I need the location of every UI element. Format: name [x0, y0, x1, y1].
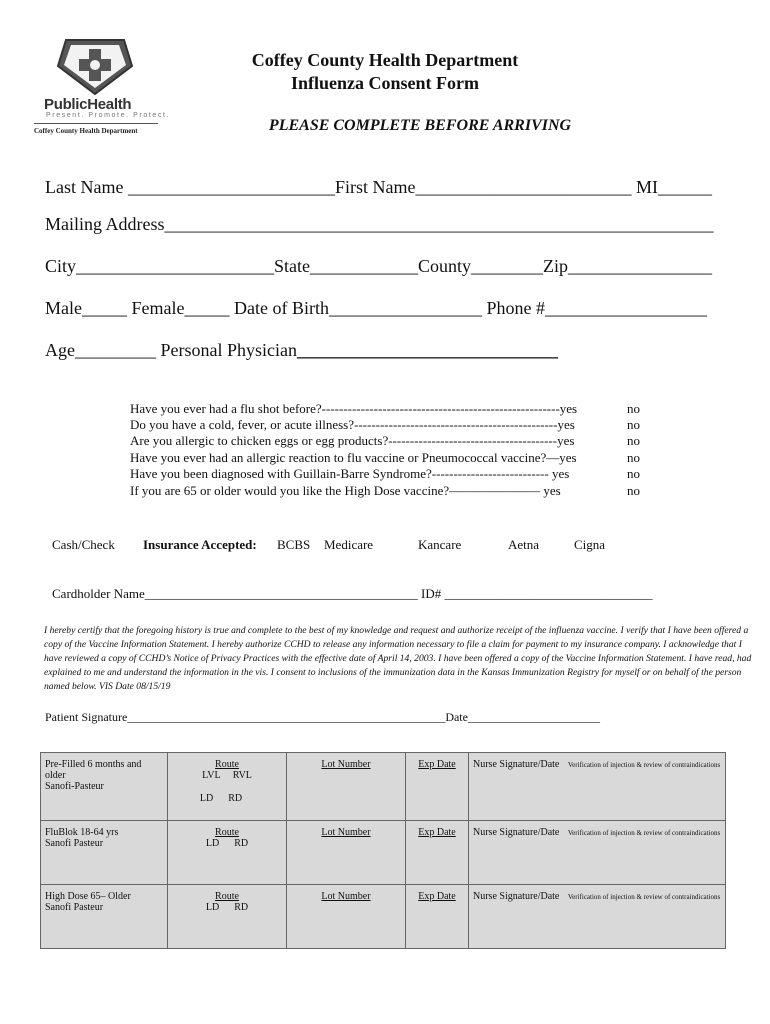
age-physician-label: Age_________ Personal Physician: [45, 340, 297, 360]
nurse-cell[interactable]: [469, 885, 726, 949]
insurance-kancare[interactable]: Kancare: [418, 537, 462, 552]
table-row: [41, 753, 726, 821]
nurse-signature-header: Nurse Signature/Date: [473, 759, 560, 770]
insurance-bcbs[interactable]: BCBS: [277, 537, 311, 552]
lot-number-cell[interactable]: [287, 821, 406, 885]
question-illness[interactable]: Do you have a cold, fever, or acute illness?-----------------------------------------------yes: [130, 417, 575, 432]
lot-number-header: Lot Number: [321, 891, 371, 902]
cardholder-row[interactable]: Cardholder Name__________________________________________ ID# ________________________________: [52, 586, 653, 601]
question-illness-no[interactable]: no: [627, 417, 640, 432]
logo-department: Coffey County Health Department: [34, 127, 138, 135]
question-high-dose[interactable]: If you are 65 or older would you like the High Dose vaccine?——————— yes: [130, 483, 561, 498]
vaccine-maker: Sanofi Pasteur: [45, 902, 104, 913]
vaccine-cell: [41, 821, 168, 885]
city-state-zip-row[interactable]: City______________________State____________County________Zip________________: [45, 256, 713, 276]
route-cell[interactable]: [168, 885, 287, 949]
sex-dob-phone-row[interactable]: Male_____ Female_____ Date of Birth_________________ Phone #__________________: [45, 298, 707, 318]
route-cell[interactable]: [168, 753, 287, 821]
exp-date-cell[interactable]: [406, 753, 469, 821]
form-title: Influenza Consent Form: [291, 73, 479, 93]
physician-blank[interactable]: _____________________________: [296, 340, 558, 360]
vaccine-cell: [41, 885, 168, 949]
payment-cash-check[interactable]: Cash/Check: [52, 537, 115, 552]
vaccine-administration-table: [40, 752, 726, 949]
age-physician-row[interactable]: [45, 340, 558, 361]
vaccine-name: Pre-Filled 6 months and: [45, 759, 142, 770]
certification-statement: I hereby certify that the foregoing history is true and complete to the best of my knowledge and request and authorize receipt of the influenza vaccine. I verify that I have been offered a copy of the Vaccine Information Statement. I hereby authorize CCHD to release any information necessary to file a claim for payment to my insurance company. I acknowledge that I have reviewed a copy of CCHD’s Notice of Privacy Practices with the effective date of April 14, 2003. I have been offered a copy of the Vaccine Information Statement. I have read, had explained to me and understand the information in the vis. I consent to inclusions of the immunization data in the Kansas Immunization Registry for myself or on behalf of the person named below. VIS Date 08/15/19: [44, 625, 752, 692]
exp-date-cell[interactable]: [406, 821, 469, 885]
verification-header: Verification of injection & review of contraindications: [567, 893, 721, 901]
logo-wordmark: PublicHealth: [44, 96, 132, 113]
route-header: Route: [215, 827, 239, 838]
question-guillain-barre[interactable]: Have you been diagnosed with Guillain-Barre Syndrome?--------------------------- yes: [130, 466, 570, 481]
exp-date-cell[interactable]: [406, 885, 469, 949]
route-header: Route: [215, 891, 239, 902]
vaccine-name: High Dose 65– Older: [45, 891, 131, 902]
exp-date-header: Exp Date: [418, 827, 456, 838]
vaccine-cell: [41, 753, 168, 821]
nurse-signature-header: Nurse Signature/Date: [473, 891, 560, 902]
insurance-medicare[interactable]: Medicare: [324, 537, 374, 552]
nurse-signature-header: Nurse Signature/Date: [473, 827, 560, 838]
verification-header: Verification of injection & review of contraindications: [567, 761, 721, 769]
insurance-aetna[interactable]: Aetna: [508, 537, 540, 552]
instructions-heading: PLEASE COMPLETE BEFORE ARRIVING: [268, 117, 572, 134]
verification-header: Verification of injection & review of contraindications: [567, 829, 721, 837]
route-options-secondary[interactable]: LD RD: [199, 793, 243, 804]
vaccine-maker: Sanofi Pasteur: [45, 838, 104, 849]
lot-number-cell[interactable]: [287, 753, 406, 821]
route-cell[interactable]: [168, 821, 287, 885]
vaccine-maker: Sanofi-Pasteur: [45, 781, 104, 792]
question-vaccine-reaction[interactable]: Have you ever had an allergic reaction to flu vaccine or Pneumococcal vaccine?—yes: [130, 450, 577, 465]
table-row: [41, 885, 726, 949]
table-row: [41, 821, 726, 885]
question-guillain-barre-no[interactable]: no: [627, 466, 640, 481]
logo-tagline: Present. Promote. Protect.: [46, 112, 171, 119]
lot-number-header: Lot Number: [321, 827, 371, 838]
route-options[interactable]: LD RD: [205, 838, 249, 849]
vaccine-age: older: [45, 770, 66, 781]
route-options[interactable]: LD RD: [205, 902, 249, 913]
route-options[interactable]: LVL RVL: [202, 770, 252, 781]
question-egg-allergy-no[interactable]: no: [627, 433, 640, 448]
name-field-row[interactable]: Last Name _______________________First Name________________________ MI______: [45, 177, 712, 197]
page-title: Coffey County Health Department: [251, 50, 519, 70]
exp-date-header: Exp Date: [418, 891, 456, 902]
vaccine-name: FluBlok 18-64 yrs: [45, 827, 119, 838]
question-flu-shot[interactable]: Have you ever had a flu shot before?-------------------------------------------------------yes: [130, 401, 578, 416]
nurse-cell[interactable]: [469, 821, 726, 885]
insurance-cigna[interactable]: Cigna: [574, 537, 606, 552]
patient-signature-row[interactable]: Patient Signature_____________________________________________________Date______________________: [45, 710, 600, 724]
insurance-label: Insurance Accepted:: [143, 537, 257, 552]
lot-number-cell[interactable]: [287, 885, 406, 949]
route-header: Route: [215, 759, 239, 770]
nurse-cell[interactable]: [469, 753, 726, 821]
question-egg-allergy[interactable]: Are you allergic to chicken eggs or egg products?---------------------------------------yes: [130, 433, 575, 448]
exp-date-header: Exp Date: [418, 759, 456, 770]
mailing-address-field[interactable]: Mailing Address_____________________________________________________________: [45, 214, 714, 234]
lot-number-header: Lot Number: [321, 759, 371, 770]
question-high-dose-no[interactable]: no: [627, 483, 640, 498]
question-flu-shot-no[interactable]: no: [627, 401, 640, 416]
question-vaccine-reaction-no[interactable]: no: [627, 450, 640, 465]
